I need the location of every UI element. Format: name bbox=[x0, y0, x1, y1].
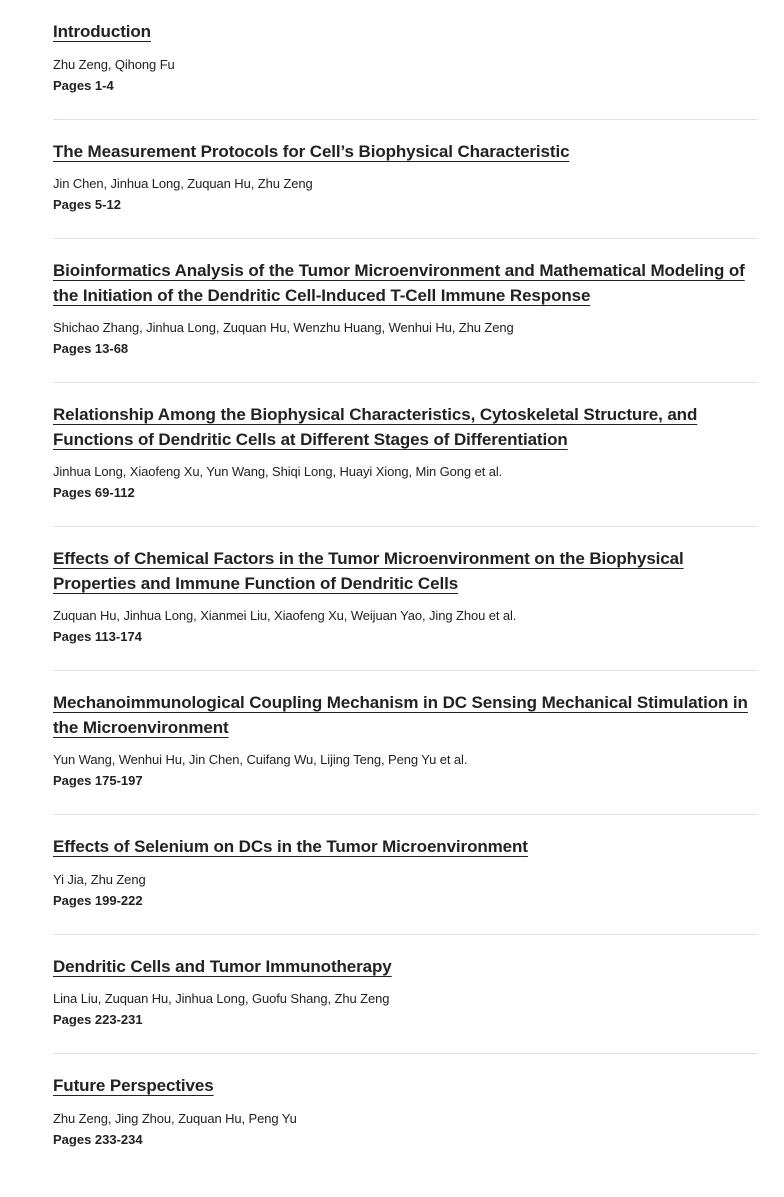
chapter-item bbox=[53, 120, 758, 240]
chapter-title-link[interactable]: Relationship Among the Biophysical Characteristics, Cytoskeletal Structure, and Functions of Dendritic Cells at Different Stages of Differentiation bbox=[53, 405, 698, 449]
chapter-authors: Zhu Zeng, Qihong Fu bbox=[53, 56, 175, 72]
chapter-title-link[interactable]: The Measurement Protocols for Cell’s Biophysical Characteristic bbox=[53, 141, 570, 161]
chapter-title-link[interactable]: Effects of Chemical Factors in the Tumor Microenvironment on the Biophysical Properties and Immune Function of Dendritic Cells bbox=[53, 549, 684, 593]
chapter-authors: Yun Wang, Wenhui Hu, Jin Chen, Cuifang Wu, Lijing Teng, Peng Yu et al. bbox=[53, 752, 468, 767]
chapter-item bbox=[53, 527, 758, 671]
chapter-authors: Yi Jia, Zhu Zeng bbox=[53, 871, 146, 887]
chapter-title-link[interactable]: Introduction bbox=[53, 22, 151, 41]
chapter-item bbox=[53, 671, 758, 815]
chapter-pages: Pages 5-12 bbox=[53, 197, 121, 212]
chapter-pages: Pages 233-234 bbox=[53, 1131, 143, 1147]
chapter-title-link[interactable]: Bioinformatics Analysis of the Tumor Microenvironment and Mathematical Modeling of the Initiation of the Dendritic Cell-Induced T-Cell Immune Response bbox=[53, 261, 745, 305]
chapter-pages: Pages 13-68 bbox=[53, 341, 129, 356]
chapter-item bbox=[53, 1054, 758, 1173]
chapter-title-link[interactable]: Future Perspectives bbox=[53, 1076, 214, 1095]
chapter-list bbox=[53, 0, 758, 1173]
chapter-authors: Zhu Zeng, Jing Zhou, Zuquan Hu, Peng Yu bbox=[53, 1110, 297, 1126]
chapter-pages: Pages 175-197 bbox=[53, 773, 143, 788]
chapter-pages: Pages 1-4 bbox=[53, 77, 114, 93]
chapter-authors: Jinhua Long, Xiaofeng Xu, Yun Wang, Shiqi Long, Huayi Xiong, Min Gong et al. bbox=[53, 464, 503, 479]
chapter-pages: Pages 223-231 bbox=[53, 1012, 143, 1027]
chapter-authors: Jin Chen, Jinhua Long, Zuquan Hu, Zhu Zeng bbox=[53, 176, 313, 191]
chapter-item bbox=[53, 239, 758, 383]
chapter-pages: Pages 69-112 bbox=[53, 485, 135, 500]
chapter-item bbox=[53, 935, 758, 1055]
chapter-pages: Pages 199-222 bbox=[53, 892, 143, 908]
chapter-title-link[interactable]: Dendritic Cells and Tumor Immunotherapy bbox=[53, 956, 392, 976]
chapter-pages: Pages 113-174 bbox=[53, 629, 142, 644]
chapter-item bbox=[53, 383, 758, 527]
chapter-authors: Lina Liu, Zuquan Hu, Jinhua Long, Guofu Shang, Zhu Zeng bbox=[53, 991, 390, 1006]
chapter-title-link[interactable]: Mechanoimmunological Coupling Mechanism in DC Sensing Mechanical Stimulation in the Microenvironment bbox=[53, 693, 748, 737]
chapter-authors: Shichao Zhang, Jinhua Long, Zuquan Hu, Wenzhu Huang, Wenhui Hu, Zhu Zeng bbox=[53, 320, 514, 335]
chapter-title-link[interactable]: Effects of Selenium on DCs in the Tumor Microenvironment bbox=[53, 837, 528, 856]
chapter-item bbox=[53, 0, 758, 120]
chapter-item bbox=[53, 815, 758, 935]
chapter-authors: Zuquan Hu, Jinhua Long, Xianmei Liu, Xiaofeng Xu, Weijuan Yao, Jing Zhou et al. bbox=[53, 608, 517, 623]
